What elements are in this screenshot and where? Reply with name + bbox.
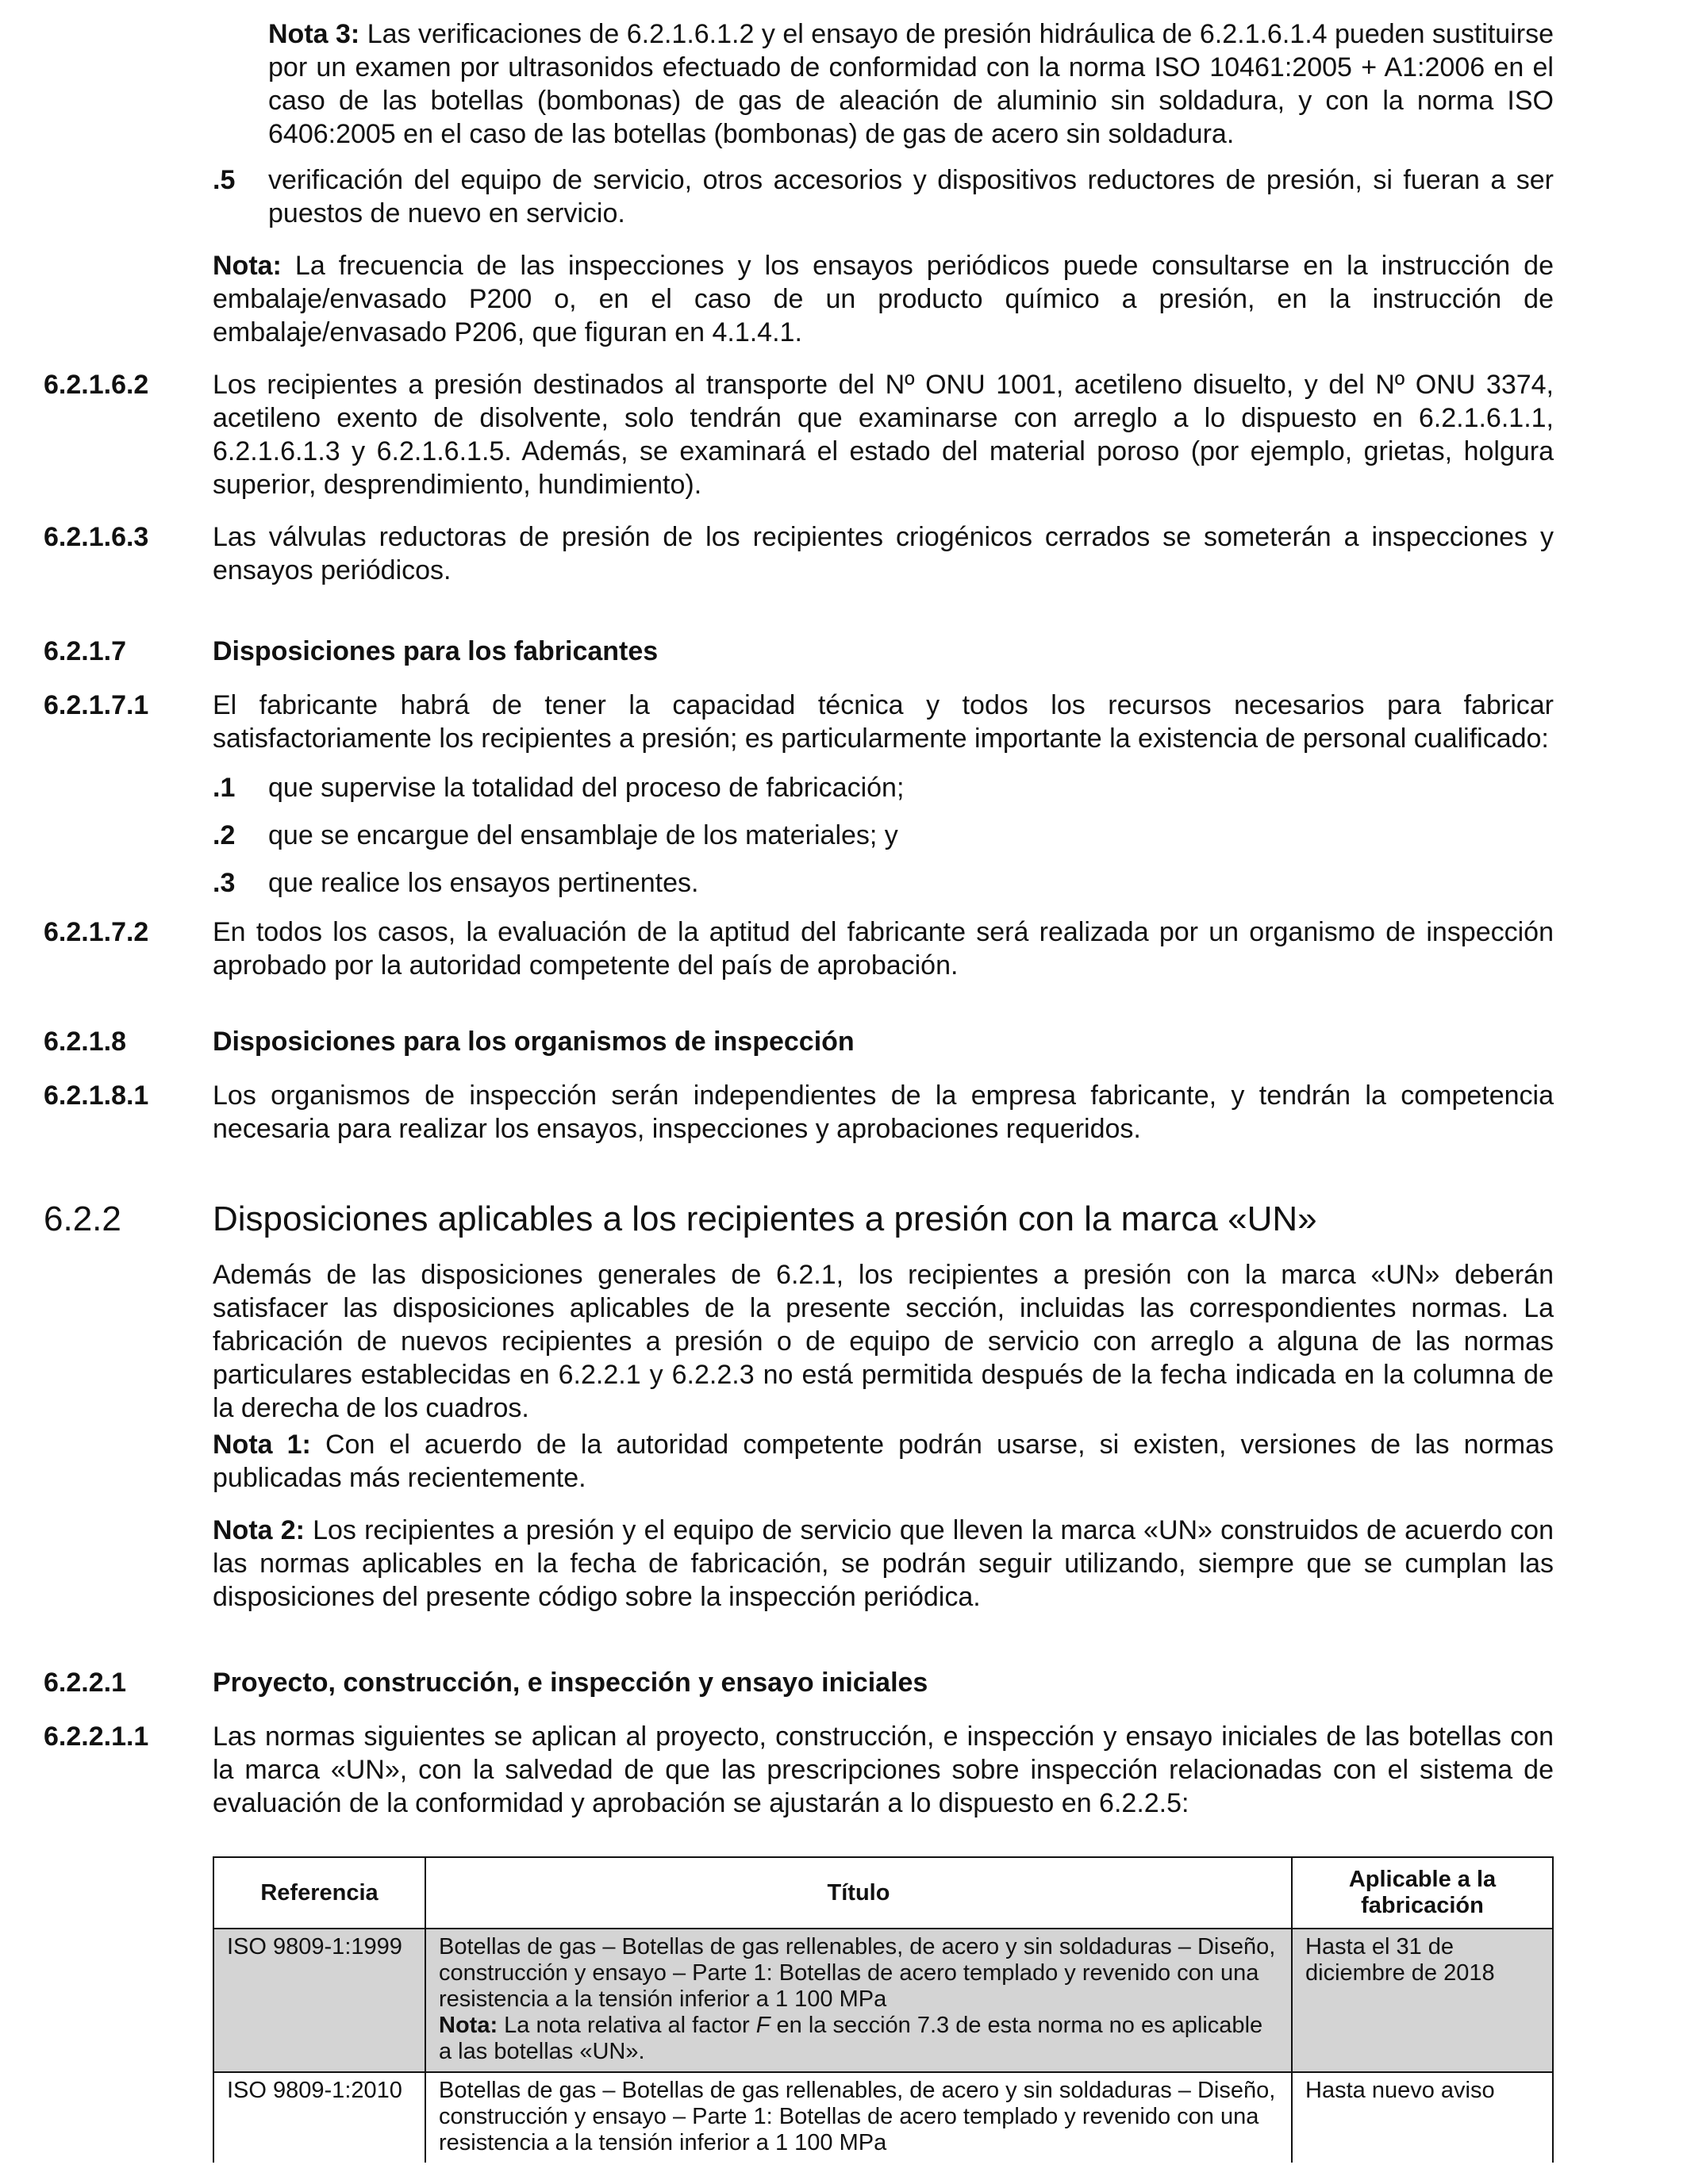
section-number-6-2-1-6-2: 6.2.1.6.2 [44,370,149,400]
list-item-text: que realice los ensayos pertinentes. [268,868,699,898]
note-2-label: Nota 2: [213,1515,305,1545]
note-3 [268,17,1554,151]
note-3-label: Nota 3: [268,19,360,49]
column-header-title: Título [425,1857,1292,1929]
note-frequency-text: La frecuencia de las inspecciones y los ensayos periódicos puede consultarse en la instrucción de embalaje/envasado P200 o, en el caso de un producto químico a presión, en la instrucción de embalaje/envasado P206, que figuran en 4.1.4.1. [213,251,1554,347]
cell-applicable: Hasta el 31 de diciembre de 2018 [1292,1929,1553,2072]
section-number-6-2-1-8-1: 6.2.1.8.1 [44,1080,149,1111]
paragraph-6-2-1-7-2: En todos los casos, la evaluación de la aptitud del fabricante será realizada por un organismo de inspección aprobado por la autoridad competente del país de aprobación. [213,917,1554,981]
note-1 [213,1428,1554,1495]
section-number-6-2-2-1: 6.2.2.1 [44,1668,126,1698]
standards-table [213,1856,1554,2163]
paragraph-6-2-1-7-1: El fabricante habrá de tener la capacidad técnica y todos los recursos necesarios para fabricar satisfactoriamente los recipientes a presión; es particularmente importante la existencia de personal cualificado: [213,690,1554,754]
paragraph-6-2-1-6-2: Los recipientes a presión destinados al transporte del Nº ONU 1001, acetileno disuelto, y del Nº ONU 3374, acetileno exento de disolvente, solo tendrán que examinarse con arreglo a lo dispuesto en 6.2.1.6.1.1, 6.2.1.6.1.3 y 6.2.1.6.1.5. Además, se examinará el estado del material poroso (por ejemplo, grietas, holgura superior, desprendimiento, hundimiento). [213,370,1554,500]
paragraph-6-2-2-intro: Además de las disposiciones generales de 6.2.1, los recipientes a presión con la marca «UN» deberán satisfacer las disposiciones aplicables de la presente sección, incluidas las correspondientes normas. La fabricación de nuevos recipientes a presión o de equipo de servicio con arreglo a alguna de las normas particulares establecidas en 6.2.2.1 y 6.2.2.3 no está permitida después de la fecha indicada en la columna de la derecha de los cuadros. [213,1260,1554,1423]
table-row [213,1929,1553,2072]
heading-6-2-1-8: Disposiciones para los organismos de inspección [213,1027,855,1057]
cell-reference: ISO 9809-1:1999 [213,1929,425,2072]
item-5-text: verificación del equipo de servicio, otros accesorios y dispositivos reductores de presión, si fueran a ser puestos de nuevo en servicio. [268,165,1554,228]
paragraph-6-2-1-8-1: Los organismos de inspección serán independientes de la empresa fabricante, y tendrán la competencia necesaria para realizar los ensayos, inspecciones y aprobaciones requeridos. [213,1080,1554,1144]
note-1-label: Nota 1: [213,1430,311,1460]
column-header-reference: Referencia [213,1857,425,1929]
list-item-text: que supervise la totalidad del proceso de fabricación; [268,773,905,803]
item-5-number: .5 [213,165,236,195]
cell-title-note [439,2013,1278,2065]
cell-note-pre: La nota relativa al factor [498,2013,756,2038]
note-frequency-label: Nota: [213,251,282,281]
list-item-number: .1 [213,773,236,803]
section-number-6-2-1-7-1: 6.2.1.7.1 [44,690,149,720]
cell-title-text: Botellas de gas – Botellas de gas rellenables, de acero y sin soldaduras – Diseño, construcción y ensayo – Parte 1: Botellas de acero templado y revenido con una resistencia a la tensión inferior a 1 100 MPa [439,1934,1276,2012]
section-number-6-2-1-8: 6.2.1.8 [44,1027,126,1057]
note-2-text: Los recipientes a presión y el equipo de servicio que lleven la marca «UN» construidos de acuerdo con las normas aplicables en la fecha de fabricación, se podrán seguir utilizando, siempre que se cumplan las disposiciones del presente código sobre la inspección periódica. [213,1515,1554,1612]
column-header-applicable: Aplicable a la fabricación [1292,1857,1553,1929]
note-2 [213,1514,1554,1614]
cell-title: Botellas de gas – Botellas de gas rellenables, de acero y sin soldaduras – Diseño, construcción y ensayo – Parte 1: Botellas de acero templado y revenido con una resistencia a la tensión inferior a 1 100 MPa [425,2072,1292,2163]
list-item-number: .3 [213,868,236,898]
note-frequency [213,249,1554,349]
cell-note-label: Nota: [439,2013,498,2038]
list-item-text: que se encargue del ensamblaje de los materiales; y [268,820,898,850]
note-3-text: Las verificaciones de 6.2.1.6.1.2 y el ensayo de presión hidráulica de 6.2.1.6.1.4 pueden sustituirse por un examen por ultrasonidos efectuado de conformidad con la norma ISO 10461:2005 + A1:2006 en el caso de las botellas (bombonas) de gas de aleación de aluminio sin soldadura, y con la norma ISO 6406:2005 en el caso de las botellas (bombonas) de gas de acero sin soldadura. [268,19,1554,149]
cell-title [425,1929,1292,2072]
paragraph-6-2-1-6-3: Las válvulas reductoras de presión de los recipientes criogénicos cerrados se someterán a inspecciones y ensayos periódicos. [213,522,1554,585]
table-row [213,2072,1553,2163]
heading-6-2-1-7: Disposiciones para los fabricantes [213,636,659,666]
cell-applicable: Hasta nuevo aviso [1292,2072,1553,2163]
heading-6-2-2: Disposiciones aplicables a los recipientes a presión con la marca «UN» [213,1199,1317,1238]
cell-note-post: en la sección 7.3 de esta norma no es aplicable a las botellas «UN». [439,2013,1263,2064]
table-header-row [213,1857,1553,1929]
heading-6-2-2-1: Proyecto, construcción, e inspección y ensayo iniciales [213,1668,928,1698]
section-number-6-2-1-7: 6.2.1.7 [44,636,126,666]
list-item-number: .2 [213,820,236,850]
section-number-6-2-1-7-2: 6.2.1.7.2 [44,917,149,947]
cell-reference: ISO 9809-1:2010 [213,2072,425,2163]
note-1-text: Con el acuerdo de la autoridad competente podrán usarse, si existen, versiones de las normas publicadas más recientemente. [213,1430,1554,1493]
cell-note-italic: F [755,2013,770,2038]
section-number-6-2-2: 6.2.2 [44,1199,121,1238]
section-number-6-2-1-6-3: 6.2.1.6.3 [44,522,149,552]
section-number-6-2-2-1-1: 6.2.2.1.1 [44,1721,149,1752]
paragraph-6-2-2-1-1: Las normas siguientes se aplican al proyecto, construcción, e inspección y ensayo iniciales de las botellas con la marca «UN», con la salvedad de que las prescripciones sobre inspección relacionadas con el sistema de evaluación de la conformidad y aprobación se ajustarán a lo dispuesto en 6.2.2.5: [213,1721,1554,1818]
